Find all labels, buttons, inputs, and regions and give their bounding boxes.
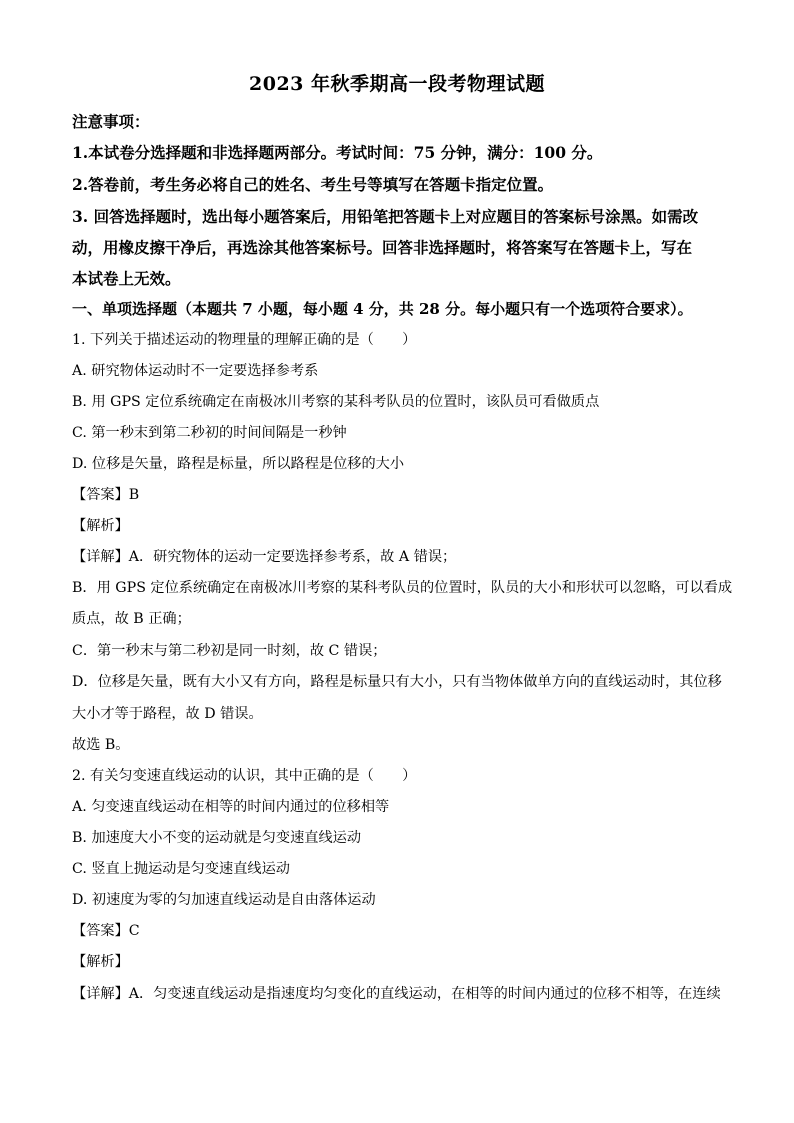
question-1-answer: 【答案】B (72, 487, 140, 503)
question-1-detail-line-3: 质点，故 B 正确； (72, 611, 191, 627)
question-2-stem: 2. 有关匀变速直线运动的认识，其中正确的是（ ） (72, 768, 417, 784)
question-2-option-a: A. 匀变速直线运动在相等的时间内通过的位移相等 (72, 799, 390, 815)
notice-item-3-line-3: 本试卷上无效。 (72, 269, 181, 288)
question-1-option-d: D. 位移是矢量，路程是标量，所以路程是位移的大小 (72, 456, 405, 472)
question-1-option-c: C. 第一秒末到第二秒初的时间间隔是一秒钟 (72, 425, 347, 441)
notice-item-3-line-1: 3. 回答选择题时，选出每小题答案后，用铅笔把答题卡上对应题目的答案标号涂黑。如需改 (72, 207, 699, 226)
notice-item-3-line-2: 动，用橡皮擦干净后，再选涂其他答案标号。回答非选择题时，将答案写在答题卡上，写在 (72, 238, 693, 257)
question-1-analysis-label: 【解析】 (72, 518, 129, 534)
section-heading: 一、单项选择题（本题共 7 小题，每小题 4 分，共 28 分。每小题只有一个选项符合要求）。 (72, 300, 693, 318)
notice-item-1: 1.本试卷分选择题和非选择题两部分。考试时间：75 分钟，满分：100 分。 (72, 143, 603, 162)
page-title: 2023 年秋季期高一段考物理试题 (249, 73, 545, 95)
question-1-detail-line-6: 大小才等于路程，故 D 错误。 (72, 706, 263, 722)
question-1-detail-line-2: B．用 GPS 定位系统确定在南极冰川考察的某科考队员的位置时，队员的大小和形状可以忽略，可以看成 (72, 580, 733, 596)
notice-item-2: 2.答卷前，考生务必将自己的姓名、考生号等填写在答题卡指定位置。 (72, 175, 554, 194)
notice-heading: 注意事项： (72, 112, 150, 131)
question-2-option-b: B. 加速度大小不变的运动就是匀变速直线运动 (72, 830, 362, 846)
question-1-stem: 1. 下列关于描述运动的物理量的理解正确的是（ ） (72, 332, 417, 348)
question-1-detail-line-4: C．第一秒末与第二秒初是同一时刻，故 C 错误； (72, 643, 387, 659)
question-2-detail-line-1: 【详解】A．匀变速直线运动是指速度均匀变化的直线运动，在相等的时间内通过的位移不相等，在连续 (72, 986, 721, 1002)
question-1-option-a: A. 研究物体运动时不一定要选择参考系 (72, 363, 319, 379)
question-2-analysis-label: 【解析】 (72, 954, 129, 970)
question-2-option-c: C. 竖直上抛运动是匀变速直线运动 (72, 861, 290, 877)
question-1-conclusion: 故选 B。 (72, 737, 130, 753)
question-1-option-b: B. 用 GPS 定位系统确定在南极冰川考察的某科考队员的位置时，该队员可看做质点 (72, 394, 600, 410)
question-2-answer: 【答案】C (72, 923, 140, 939)
question-1-detail-line-5: D．位移是矢量，既有大小又有方向，路程是标量只有大小，只有当物体做单方向的直线运动时，其位移 (72, 674, 722, 690)
question-1-detail-line-1: 【详解】A．研究物体的运动一定要选择参考系，故 A 错误； (72, 549, 457, 565)
question-2-option-d: D. 初速度为零的匀加速直线运动是自由落体运动 (72, 892, 376, 908)
